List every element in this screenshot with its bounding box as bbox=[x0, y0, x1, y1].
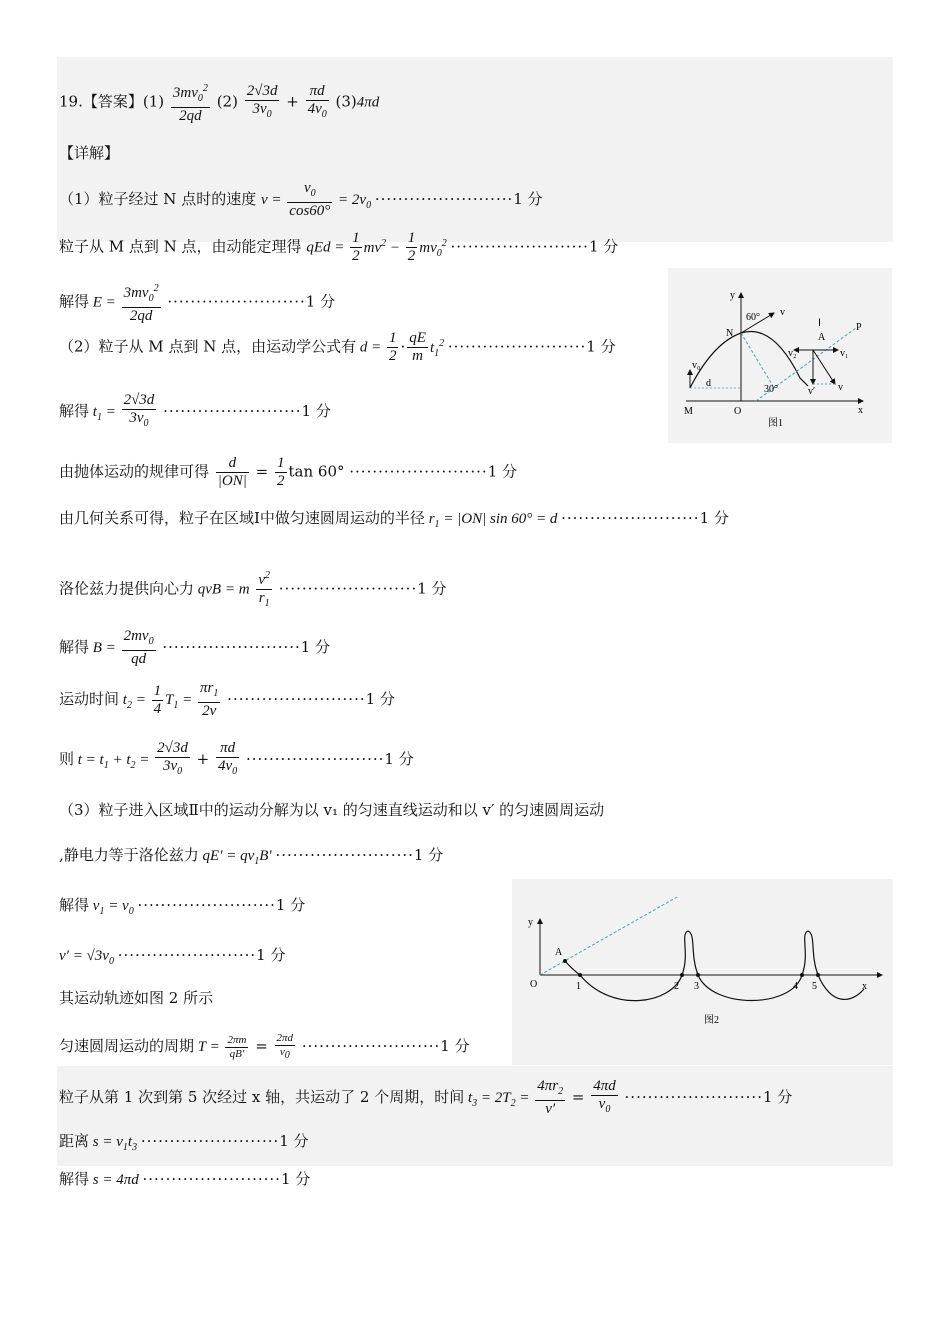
step-8: 洛伦兹力提供向心力 qvB = m $\frac{v^2}{r_1}$ ························1 分 bbox=[59, 567, 447, 612]
fig2-p3: 3 bbox=[694, 981, 699, 992]
fig2-p5: 5 bbox=[812, 981, 817, 992]
step-12: （3）粒子进入区域Ⅱ中的运动分解为以 v₁ 的匀速直线运动和以 v′ 的匀速圆周运动 bbox=[59, 801, 605, 819]
step-16: 其运动轨迹如图 2 所示 bbox=[59, 989, 214, 1007]
fig2-p2: 2 bbox=[674, 981, 679, 992]
step-18: 粒子从第 1 次到第 5 次经过 x 轴，共运动了 2 个周期，时间 $t_3 = 2T_2$ = $\frac{4\pi r_2}{v'}$ = $\frac{4\pi d}{v_0}$ ························1 分 bbox=[59, 1078, 793, 1117]
fig2-y: y bbox=[528, 917, 533, 928]
fig1-a60: 60° bbox=[746, 312, 760, 323]
fig1-P: P bbox=[856, 322, 862, 333]
fig1-region: Ⅰ bbox=[818, 318, 821, 329]
fig1-O: O bbox=[734, 406, 742, 417]
step-17: 匀速圆周运动的周期 T = $\frac{2\pi m}{qB'}$ = $\frac{2\pi d}{v_0}$ ························1 分 bbox=[59, 1032, 470, 1062]
fig2-A: A bbox=[555, 947, 563, 958]
detail-heading: 【详解】 bbox=[59, 144, 120, 162]
fig1-vp: v′ bbox=[808, 386, 816, 397]
fig1-d: d bbox=[706, 378, 711, 389]
fig2-O: O bbox=[530, 979, 538, 990]
fig1-a30: 30° bbox=[764, 384, 778, 395]
answer-line: 19.【答案】(1) $\frac{3mv_0^2}{2qd}$ (2) $\frac{2√3d}{3v_0}$ + $\frac{\pi d}{4v_0}$ (3)4πd bbox=[59, 80, 379, 125]
step-11: 则 $t = t_1 + t_2$ = $\frac{2√3d}{3v_0}$ + $\frac{\pi d}{4v_0}$ ························1 分 bbox=[59, 740, 414, 777]
fig1-x: x bbox=[858, 405, 863, 416]
figure-2 bbox=[512, 879, 893, 1065]
step-10: 运动时间 $t_2$ = $\frac{1}{4}$ $T_1$ = $\frac{\pi r_1}{2v}$ ························1 分 bbox=[59, 680, 395, 719]
fig2-caption: 图2 bbox=[704, 1015, 719, 1026]
fig1-caption: 图1 bbox=[768, 418, 783, 429]
fig2-p1: 1 bbox=[576, 981, 581, 992]
step-4: （2）粒子从 M 点到 N 点，由运动学公式有 d = $\frac{1}{2}$ · $\frac{qE}{m}$ $t_1^2 \cdot\cdot\cdot\cdot\cdot\cdot\cdot\cdot\cdot\cdot\cdot\cdot\cdot\cdot\cdot\cdot\cdot\cdot\cdot\cdot\cdot\cdot\cdot\cdot 1$ 分 bbox=[59, 330, 616, 364]
fig2-p4: 4 bbox=[793, 981, 798, 992]
fig1-v: v bbox=[780, 307, 785, 318]
step-2: 粒子从 M 点到 N 点，由动能定理得 qEd = $\frac{1}{2}$ $mv^2$ − $\frac{1}{2}$ $mv_0^2 \cdot\cdot\cdot\cdot\cdot\cdot\cdot\cdot\cdot\cdot\cdot\cdot\cdot\cdot\cdot\cdot\cdot\cdot\cdot\cdot\cdot\cdot\cdot\cdot 1$ 分 bbox=[59, 230, 619, 264]
step-7: 由几何关系可得，粒子在区域Ⅰ中做匀速圆周运动的半径 $r_1 = |ON|$ sin 60° = d ························1 分 bbox=[59, 509, 729, 530]
step-19: 距离 $s = v_1t_3 \cdot\cdot\cdot\cdot\cdot\cdot\cdot\cdot\cdot\cdot\cdot\cdot\cdot\cdot\cdot\cdot\cdot\cdot\cdot\cdot\cdot\cdot\cdot\cdot 1$ 分 bbox=[59, 1132, 309, 1153]
figure-1 bbox=[668, 268, 892, 443]
fig1-y: y bbox=[730, 290, 735, 301]
fig1-v1: v₁ bbox=[840, 348, 849, 359]
step-5: 解得 $t_1$ = $\frac{2√3d}{3v_0}$ ························1 分 bbox=[59, 392, 331, 429]
step-9: 解得 B = $\frac{2mv_0}{qd}$ ························1 分 bbox=[59, 628, 331, 667]
fig1-M: M bbox=[684, 406, 693, 417]
step-13: ,静电力等于洛伦兹力 $qE' = qv_1B' \cdot\cdot\cdot\cdot\cdot\cdot\cdot\cdot\cdot\cdot\cdot\cdot\cdot\cdot\cdot\cdot\cdot\cdot\cdot\cdot\cdot\cdot\cdot\cdot 1$ 分 bbox=[59, 846, 444, 867]
step-15: $v' = √3v_0 \cdot\cdot\cdot\cdot\cdot\cdot\cdot\cdot\cdot\cdot\cdot\cdot\cdot\cdot\cdot\cdot\cdot\cdot\cdot\cdot\cdot\cdot\cdot\cdot 1$ 分 bbox=[59, 946, 286, 967]
step-14: 解得 $v_1 = v_0 \cdot\cdot\cdot\cdot\cdot\cdot\cdot\cdot\cdot\cdot\cdot\cdot\cdot\cdot\cdot\cdot\cdot\cdot\cdot\cdot\cdot\cdot\cdot\cdot 1$ 分 bbox=[59, 896, 306, 917]
fig1-A: A bbox=[818, 332, 826, 343]
fig1-N: N bbox=[726, 328, 734, 339]
fig1-v2: v₂ bbox=[788, 348, 797, 359]
step-3: 解得 E = $\frac{3mv_0^2}{2qd}$ ························1 分 bbox=[59, 280, 335, 325]
step-6: 由抛体运动的规律可得 $\frac{d}{|ON|}$ = $\frac{1}{2}$ tan 60° ························1 分 bbox=[59, 455, 518, 489]
fig1-v0: v₀ bbox=[692, 360, 701, 371]
fig2-x: x bbox=[862, 981, 867, 992]
fig1-vend: v bbox=[838, 382, 843, 393]
step-20: 解得 s = 4πd ························1 分 bbox=[59, 1170, 311, 1188]
step-1: （1）粒子经过 N 点时的速度 v = $\frac{v_0}{\cos 60^\circ}$ = $2v_0 \cdot\cdot\cdot\cdot\cdot\cdot\cdot\cdot\cdot\cdot\cdot\cdot\cdot\cdot\cdot\cdot\cdot\cdot\cdot\cdot\cdot\cdot\cdot\cdot 1$ 分 bbox=[59, 180, 543, 219]
